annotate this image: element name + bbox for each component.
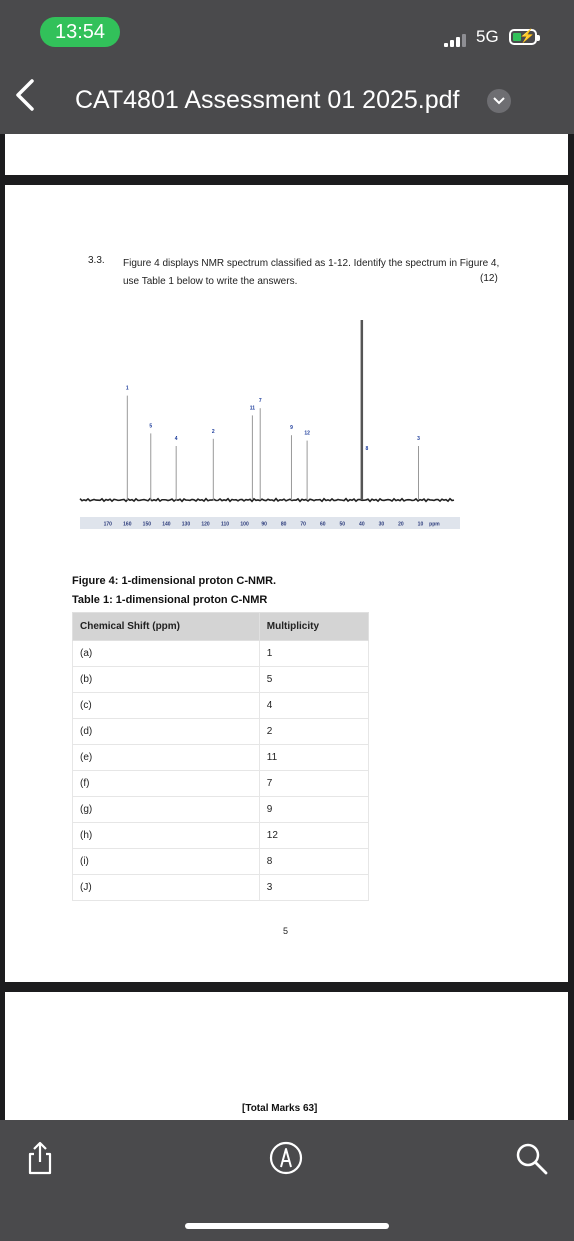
row-value: 11 xyxy=(259,745,368,771)
x-tick-label: 160 xyxy=(123,521,132,528)
row-value: 2 xyxy=(259,719,368,745)
x-tick-label: 130 xyxy=(181,521,191,528)
row-label: (d) xyxy=(73,719,260,745)
row-label: (f) xyxy=(73,771,260,797)
battery-icon: ⚡ xyxy=(509,29,537,45)
bottom-toolbar xyxy=(0,1120,574,1241)
question-text: Figure 4 displays NMR spectrum classified as 1-12. Identify the spectrum in Figure 4, use Table 1 below to write the answers. xyxy=(123,258,500,287)
share-icon[interactable] xyxy=(22,1140,58,1176)
table-row xyxy=(73,823,369,849)
x-tick-label: 100 xyxy=(240,521,249,528)
home-indicator xyxy=(185,1223,389,1229)
peak-label: 3 xyxy=(417,436,420,442)
peak-label: 7 xyxy=(258,398,262,405)
table-header-multiplicity: Multiplicity xyxy=(259,613,368,641)
x-tick-label: 60 xyxy=(319,521,326,528)
signal-icon xyxy=(444,29,468,47)
x-tick-label: 170 xyxy=(103,521,112,528)
row-value: 3 xyxy=(259,875,368,901)
table-row xyxy=(73,667,369,693)
x-tick-label: 90 xyxy=(261,521,267,528)
status-bar xyxy=(0,0,574,60)
row-label: (g) xyxy=(73,797,260,823)
table-row xyxy=(73,641,369,667)
nav-bar xyxy=(0,60,574,134)
network-type: 5G xyxy=(476,27,499,46)
peak-label: 5 xyxy=(149,423,153,430)
peak-label: 11 xyxy=(249,405,256,412)
shift-table xyxy=(72,612,369,901)
row-label: (e) xyxy=(73,745,260,771)
row-value: 9 xyxy=(259,797,368,823)
peak-label: 4 xyxy=(174,436,178,442)
pdf-page-next xyxy=(5,992,568,1120)
pdf-page xyxy=(5,185,568,982)
x-tick-label: 110 xyxy=(220,521,230,528)
row-label: (b) xyxy=(73,667,260,693)
x-tick-label: 70 xyxy=(300,521,306,528)
row-label: (a) xyxy=(73,641,260,667)
row-label: (J) xyxy=(73,875,260,901)
table-row xyxy=(73,693,369,719)
table-row xyxy=(73,797,369,823)
nmr-spectrum-chart xyxy=(70,315,470,540)
peak-label: 8 xyxy=(365,446,369,452)
chevron-down-icon[interactable] xyxy=(487,89,511,113)
x-axis-unit: ppm xyxy=(429,521,440,528)
x-tick-label: 140 xyxy=(162,521,171,528)
status-time: 13:54 xyxy=(40,17,120,47)
table-row xyxy=(73,849,369,875)
markup-pen-icon[interactable] xyxy=(268,1140,304,1176)
peak-label: 12 xyxy=(304,430,310,437)
table-row xyxy=(73,719,369,745)
row-value: 1 xyxy=(259,641,368,667)
x-tick-label: 30 xyxy=(378,521,385,528)
peak-label: 9 xyxy=(290,425,293,432)
row-value: 7 xyxy=(259,771,368,797)
figure-caption: Figure 4: 1-dimensional proton C-NMR. xyxy=(72,575,277,587)
question-marks: (12) xyxy=(480,273,498,284)
back-chevron-icon[interactable] xyxy=(14,78,36,118)
row-label: (h) xyxy=(73,823,260,849)
x-tick-label: 40 xyxy=(359,521,365,528)
total-marks: [Total Marks 63] xyxy=(242,1103,318,1114)
table-header-shift: Chemical Shift (ppm) xyxy=(73,613,260,641)
x-tick-label: 20 xyxy=(398,521,404,528)
row-label: (c) xyxy=(73,693,260,719)
x-tick-label: 80 xyxy=(280,521,287,528)
row-value: 8 xyxy=(259,849,368,875)
x-tick-label: 120 xyxy=(201,521,210,528)
peak-label: 2 xyxy=(211,428,215,435)
pdf-page-previous xyxy=(5,134,568,175)
page-number: 5 xyxy=(283,926,289,936)
row-value: 12 xyxy=(259,823,368,849)
row-value: 4 xyxy=(259,693,368,719)
search-icon[interactable] xyxy=(513,1140,549,1176)
document-title[interactable]: CAT4801 Assessment 01 2025.pdf xyxy=(75,86,460,114)
x-tick-label: 10 xyxy=(417,521,424,528)
peak-label: 1 xyxy=(125,385,129,392)
x-tick-label: 150 xyxy=(142,521,152,528)
table-row xyxy=(73,745,369,771)
row-label: (i) xyxy=(73,849,260,875)
spectrum-baseline xyxy=(80,499,454,502)
x-tick-label: 50 xyxy=(339,521,346,528)
row-value: 5 xyxy=(259,667,368,693)
question-number: 3.3. xyxy=(88,255,105,266)
table-row xyxy=(73,875,369,901)
table-caption: Table 1: 1-dimensional proton C-NMR xyxy=(72,594,268,606)
table-row xyxy=(73,771,369,797)
